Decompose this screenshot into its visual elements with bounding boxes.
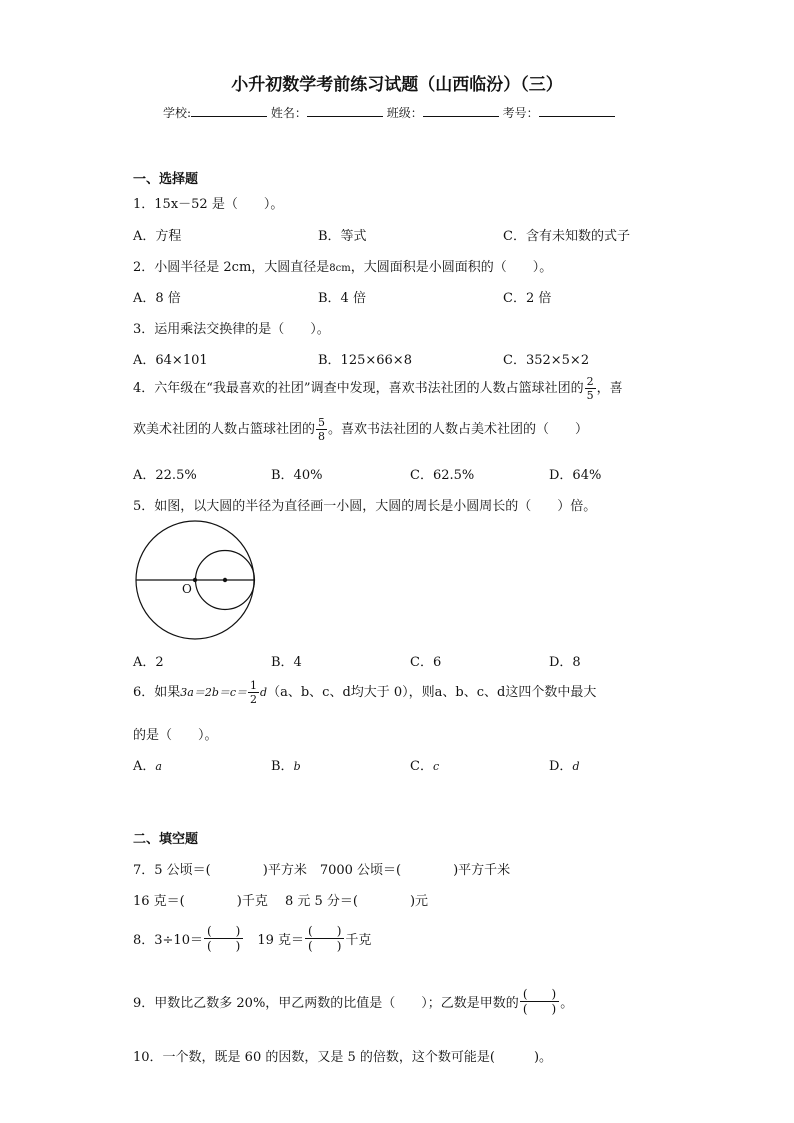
question-6-line-2: 的是（ ）。 [133, 728, 218, 743]
question-6-line-1 [133, 680, 596, 705]
q4-text-2-end: 。喜欢书法社团的人数占美术社团的（ ） [328, 422, 589, 437]
q3-option-b[interactable]: B．125×66×8 [318, 353, 412, 368]
q8-lead: 8．3÷10＝ [133, 933, 203, 948]
q9-blank-fraction[interactable] [520, 988, 559, 1015]
q6-option-b[interactable] [271, 755, 301, 774]
q9-blank-numerator: ( ) [520, 988, 559, 1002]
q6-option-d-var: d [572, 760, 580, 773]
q5-option-d[interactable]: D．8 [549, 655, 581, 670]
q4-option-c[interactable]: C．62.5% [410, 468, 475, 483]
q8-blank-fraction-1[interactable] [204, 925, 243, 952]
q4-text-1: 4．六年级在“我最喜欢的社团”调查中发现，喜欢书法社团的人数占篮球社团的 [133, 381, 584, 396]
question-3-stem: 3．运用乘法交换律的是（ ）。 [133, 322, 330, 337]
section-heading-choice: 一、选择题 [133, 172, 199, 187]
q8-blank-2-numerator: ( ) [305, 925, 344, 939]
q2-stem-part-1: 2．小圆半径是 2cm，大圆直径是 [133, 260, 330, 275]
q5-option-b[interactable]: B．4 [271, 655, 302, 670]
q1-option-c[interactable]: C．含有未知数的式子 [503, 229, 630, 244]
q6-option-c[interactable] [410, 755, 439, 774]
q4-fraction-1 [585, 376, 596, 401]
q4-text-1-end: ，喜 [596, 381, 623, 396]
q9-end: 。 [560, 996, 574, 1011]
question-1-stem: 1．15x－52 是（ ）。 [133, 197, 284, 212]
question-7-line-1: 7．5 公顷＝( )平方米 7000 公顷＝( )平方千米 [133, 863, 511, 878]
q4-fraction-1-denominator: 5 [586, 389, 594, 402]
question-9 [133, 988, 573, 1015]
question-10-stem: 10．一个数，既是 60 的因数，又是 5 的倍数，这个数可能是( )。 [133, 1050, 553, 1065]
q6-option-d-label: D． [549, 759, 573, 774]
q4-fraction-2-denominator: 8 [318, 430, 326, 443]
q4-text-2: 欢美术社团的人数占篮球社团的 [133, 422, 316, 437]
q6-option-a-var: a [155, 760, 162, 773]
q5-option-c[interactable]: C．6 [410, 655, 442, 670]
q9-blank-denominator: ( ) [522, 1002, 557, 1016]
page-title: 小升初数学考前练习试题（山西临汾）（三） [231, 75, 563, 95]
q2-option-c[interactable]: C．2 倍 [503, 291, 552, 306]
q6-option-a-label: A． [133, 759, 156, 774]
q4-fraction-2 [316, 417, 327, 442]
circles-figure [133, 519, 259, 643]
q6-equation: 3a＝2b＝c＝ [180, 686, 248, 699]
q4-option-d[interactable]: D．64% [549, 468, 602, 483]
question-7-line-2: 16 克＝( )千克 8 元 5 分＝( )元 [133, 894, 429, 909]
name-field[interactable] [307, 104, 383, 117]
q1-option-a[interactable]: A．方程 [133, 229, 182, 244]
q6-option-a[interactable] [133, 755, 162, 774]
q6-condition: （a、b、c、d均大于 0），则a、b、c、d这四个数中最大 [267, 685, 597, 700]
q2-option-a[interactable]: A．8 倍 [133, 291, 181, 306]
q6-option-d[interactable] [549, 755, 579, 774]
q2-unit: 8cm [329, 263, 351, 274]
q6-variable-d: d [260, 686, 268, 699]
q8-blank-2-denominator: ( ) [308, 939, 342, 953]
q2-stem-part-2: ，大圆面积是小圆面积的（ ）。 [350, 260, 553, 275]
q9-stem: 9．甲数比乙数多 20%，甲乙两数的比值是（ ）；乙数是甲数的 [133, 996, 519, 1011]
q6-fraction-numerator: 1 [250, 679, 258, 692]
q6-fraction-denominator: 2 [250, 693, 258, 706]
center-label-o: O [182, 582, 192, 596]
large-circle-center-dot [193, 578, 197, 582]
q4-option-b[interactable]: B．40% [271, 468, 323, 483]
question-4-line-1 [133, 376, 623, 401]
q8-blank-1-numerator: ( ) [204, 925, 243, 939]
school-label: 学校: [163, 106, 192, 120]
q4-fraction-1-numerator: 2 [586, 375, 594, 388]
q8-middle: 19 克＝ [244, 933, 305, 948]
question-5-stem: 5．如图，以大圆的半径为直径画一小圆，大圆的周长是小圆周长的（ ）倍。 [133, 499, 597, 514]
q8-blank-fraction-2[interactable] [305, 925, 344, 952]
q8-end: 千克 [345, 933, 372, 948]
q6-lead: 6．如果 [133, 685, 181, 700]
question-4-line-2 [133, 417, 588, 442]
small-circle-center-dot [223, 578, 227, 582]
exam-number-label: 考号： [502, 106, 539, 120]
class-field[interactable] [423, 104, 499, 117]
exam-number-field[interactable] [539, 104, 615, 117]
q5-option-a[interactable]: A．2 [133, 655, 164, 670]
q2-option-b[interactable]: B．4 倍 [318, 291, 366, 306]
question-8 [133, 925, 371, 952]
school-field[interactable] [191, 104, 267, 117]
q6-option-b-var: b [293, 760, 301, 773]
section-heading-fill: 二、填空题 [133, 832, 199, 847]
q6-option-b-label: B． [271, 759, 294, 774]
q4-option-a[interactable]: A．22.5% [133, 468, 197, 483]
q6-option-c-label: C． [410, 759, 433, 774]
q3-option-a[interactable]: A．64×101 [133, 353, 208, 368]
q8-blank-1-denominator: ( ) [206, 939, 241, 953]
q3-option-c[interactable]: C．352×5×2 [503, 353, 590, 368]
q6-option-c-var: c [432, 760, 440, 773]
q1-option-b[interactable]: B．等式 [318, 229, 367, 244]
question-2-stem [133, 256, 552, 275]
q4-fraction-2-numerator: 5 [318, 416, 326, 429]
class-label: 班级： [386, 106, 423, 120]
q6-fraction [248, 680, 259, 705]
name-label: 姓名： [270, 106, 307, 120]
student-info-row [163, 104, 615, 121]
